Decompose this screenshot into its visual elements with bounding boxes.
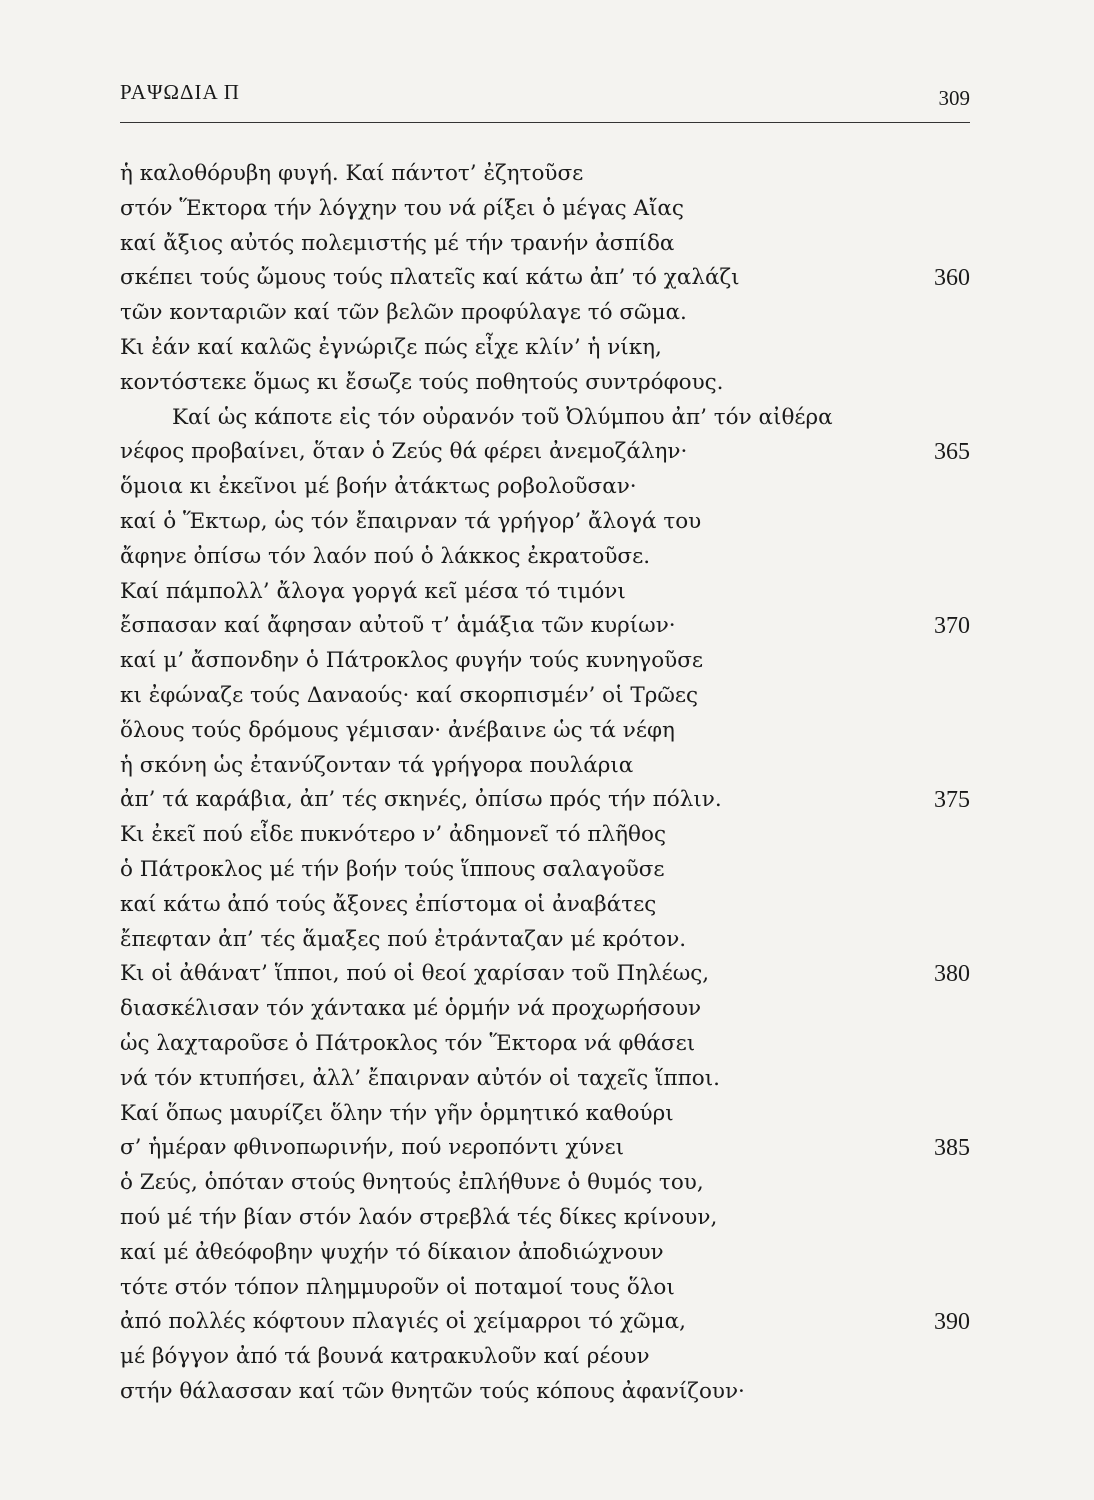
verse-text: κι ἐφώναζε τούς Δαναούς· καί σκορπισμέν’ οἱ Τρῶες	[120, 682, 699, 708]
verse-line	[120, 1131, 970, 1166]
verse-number: 385	[934, 1135, 970, 1162]
verse-text: σκέπει τούς ὤμους τούς πλατεῖς καί κάτω ἀπ’ τό χαλάζι	[120, 265, 740, 291]
verse-text: τότε στόν τόπον πλημμυροῦν οἱ ποταμοί τους ὅλοι	[120, 1274, 675, 1300]
verse-line	[120, 609, 970, 644]
page-number: 309	[938, 86, 970, 110]
verse-line	[120, 1236, 970, 1271]
verse-line	[120, 714, 970, 749]
verse-text: καί κάτω ἀπό τούς ἄξονες ἐπίστομα οἱ ἀναβάτες	[120, 891, 657, 917]
verse-line	[120, 192, 970, 227]
running-head: ΡΑΨΩΔΙΑ Π	[120, 80, 240, 104]
verse-text: νέφος προβαίνει, ὅταν ὁ Ζεύς θά φέρει ἀνεμοζάλην·	[120, 439, 688, 465]
verse-number: 370	[934, 613, 970, 640]
verse-line	[120, 227, 970, 262]
verse-line	[120, 1375, 970, 1410]
verse-number: 375	[934, 787, 970, 814]
verse-line	[120, 261, 970, 296]
verse-line	[120, 435, 970, 470]
verse-text: τῶν κονταριῶν καί τῶν βελῶν προφύλαγε τό σῶμα.	[120, 300, 687, 326]
verse-text: ἀπό πολλές κόφτουν πλαγιές οἱ χείμαρροι τό χῶμα,	[120, 1309, 686, 1335]
verse-text: Κι ἐκεῖ πού εἶδε πυκνότερο ν’ ἀδημονεῖ τό πλῆθος	[120, 822, 666, 848]
verse-text: στήν θάλασσαν καί τῶν θνητῶν τούς κόπους ἀφανίζουν·	[120, 1378, 745, 1404]
verse-text: καί ἄξιος αὐτός πολεμιστής μέ τήν τρανήν ἀσπίδα	[120, 230, 675, 256]
verse-line	[120, 1271, 970, 1306]
verse-line	[120, 470, 970, 505]
verse-text: σ’ ἡμέραν φθινοπωρινήν, πού νεροπόντι χύνει	[120, 1135, 625, 1161]
verse-text: ἄφηνε ὀπίσω τόν λαόν πού ὁ λάκκος ἐκρατοῦσε.	[120, 543, 651, 569]
page-header	[120, 76, 970, 120]
verse-text: Καί ὅπως μαυρίζει ὅλην τήν γῆν ὁρμητικό καθούρι	[120, 1100, 674, 1126]
verse-list	[120, 157, 970, 1410]
verse-line	[120, 783, 970, 818]
verse-text: ὡς λαχταροῦσε ὁ Πάτροκλος τόν Ἕκτορα νά φθάσει	[120, 1030, 696, 1056]
verse-text: ὅλους τούς δρόμους γέμισαν· ἀνέβαινε ὡς τά νέφη	[120, 717, 675, 743]
verse-text: ἔπεφταν ἀπ’ τές ἅμαξες πού ἐτράνταζαν μέ κρότον.	[120, 926, 687, 952]
verse-line	[120, 1097, 970, 1132]
verse-line	[120, 818, 970, 853]
verse-line	[120, 1062, 970, 1097]
verse-text: ἀπ’ τά καράβια, ἀπ’ τές σκηνές, ὀπίσω πρός τήν πόλιν.	[120, 787, 722, 813]
verse-line	[120, 331, 970, 366]
verse-text: κοντόστεκε ὅμως κι ἔσωζε τούς ποθητούς συντρόφους.	[120, 369, 724, 395]
verse-line	[120, 1305, 970, 1340]
verse-line	[120, 957, 970, 992]
verse-text: ὁ Πάτροκλος μέ τήν βοήν τούς ἵππους σαλαγοῦσε	[120, 856, 665, 882]
verse-text: νά τόν κτυπήσει, ἀλλ’ ἔπαιρναν αὐτόν οἱ ταχεῖς ἵπποι.	[120, 1065, 721, 1091]
header-rule	[120, 122, 970, 123]
verse-text: ἡ καλοθόρυβη φυγή. Καί πάντοτ’ ἐζητοῦσε	[120, 161, 584, 186]
verse-text: Καί πάμπολλ’ ἄλογα γοργά κεῖ μέσα τό τιμόνι	[120, 578, 626, 604]
verse-line	[120, 992, 970, 1027]
verse-line	[120, 540, 970, 575]
verse-text: ἔσπασαν καί ἄφησαν αὐτοῦ τ’ ἁμάξια τῶν κυρίων·	[120, 613, 676, 639]
verse-text: καί ὁ Ἕκτωρ, ὡς τόν ἔπαιρναν τά γρήγορ’ ἄλογά του	[120, 508, 702, 534]
verse-line	[120, 679, 970, 714]
verse-text: καί μέ ἀθεόφοβην ψυχήν τό δίκαιον ἀποδιώχνουν	[120, 1239, 664, 1265]
verse-line	[120, 401, 970, 436]
verse-text: ἡ σκόνη ὡς ἐτανύζονταν τά γρήγορα πουλάρια	[120, 752, 634, 778]
verse-text: Κι ἐάν καί καλῶς ἐγνώριζε πώς εἶχε κλίν’ ἡ νίκη,	[120, 334, 662, 360]
verse-text: ὅμοια κι ἐκεῖνοι μέ βοήν ἀτάκτως ροβολοῦσαν·	[120, 474, 637, 500]
verse-line	[120, 1027, 970, 1062]
verse-line	[120, 644, 970, 679]
verse-text: Καί ὡς κάποτε εἰς τόν οὐρανόν τοῦ Ὀλύμπου ἀπ’ τόν αἰθέρα	[172, 404, 833, 430]
verse-line	[120, 749, 970, 784]
verse-line	[120, 1340, 970, 1375]
verse-text: διασκέλισαν τόν χάντακα μέ ὁρμήν νά προχωρήσουν	[120, 996, 702, 1022]
verse-text: καί μ’ ἄσπονδην ὁ Πάτροκλος φυγήν τούς κυνηγοῦσε	[120, 648, 704, 674]
verse-line	[120, 366, 970, 401]
verse-line	[120, 505, 970, 540]
verse-line	[120, 157, 970, 192]
verse-line	[120, 1201, 970, 1236]
verse-line	[120, 296, 970, 331]
verse-number: 390	[934, 1309, 970, 1336]
verse-number: 360	[934, 265, 970, 292]
verse-line	[120, 888, 970, 923]
verse-text: πού μέ τήν βίαν στόν λαόν στρεβλά τές δίκες κρίνουν,	[120, 1204, 718, 1230]
verse-line	[120, 923, 970, 958]
verse-line	[120, 1166, 970, 1201]
verse-number: 365	[934, 439, 970, 466]
verse-text: ὁ Ζεύς, ὁπόταν στούς θνητούς ἐπλήθυνε ὁ θυμός του,	[120, 1170, 704, 1196]
verse-line	[120, 853, 970, 888]
verse-text: μέ βόγγον ἀπό τά βουνά κατρακυλοῦν καί ρέουν	[120, 1344, 650, 1370]
verse-number: 380	[934, 961, 970, 988]
verse-line	[120, 575, 970, 610]
verse-text: στόν Ἕκτορα τήν λόγχην του νά ρίξει ὁ μέγας Αἴας	[120, 195, 684, 221]
verse-text: Κι οἱ ἀθάνατ’ ἵπποι, πού οἱ θεοί χαρίσαν τοῦ Πηλέως,	[120, 961, 710, 987]
